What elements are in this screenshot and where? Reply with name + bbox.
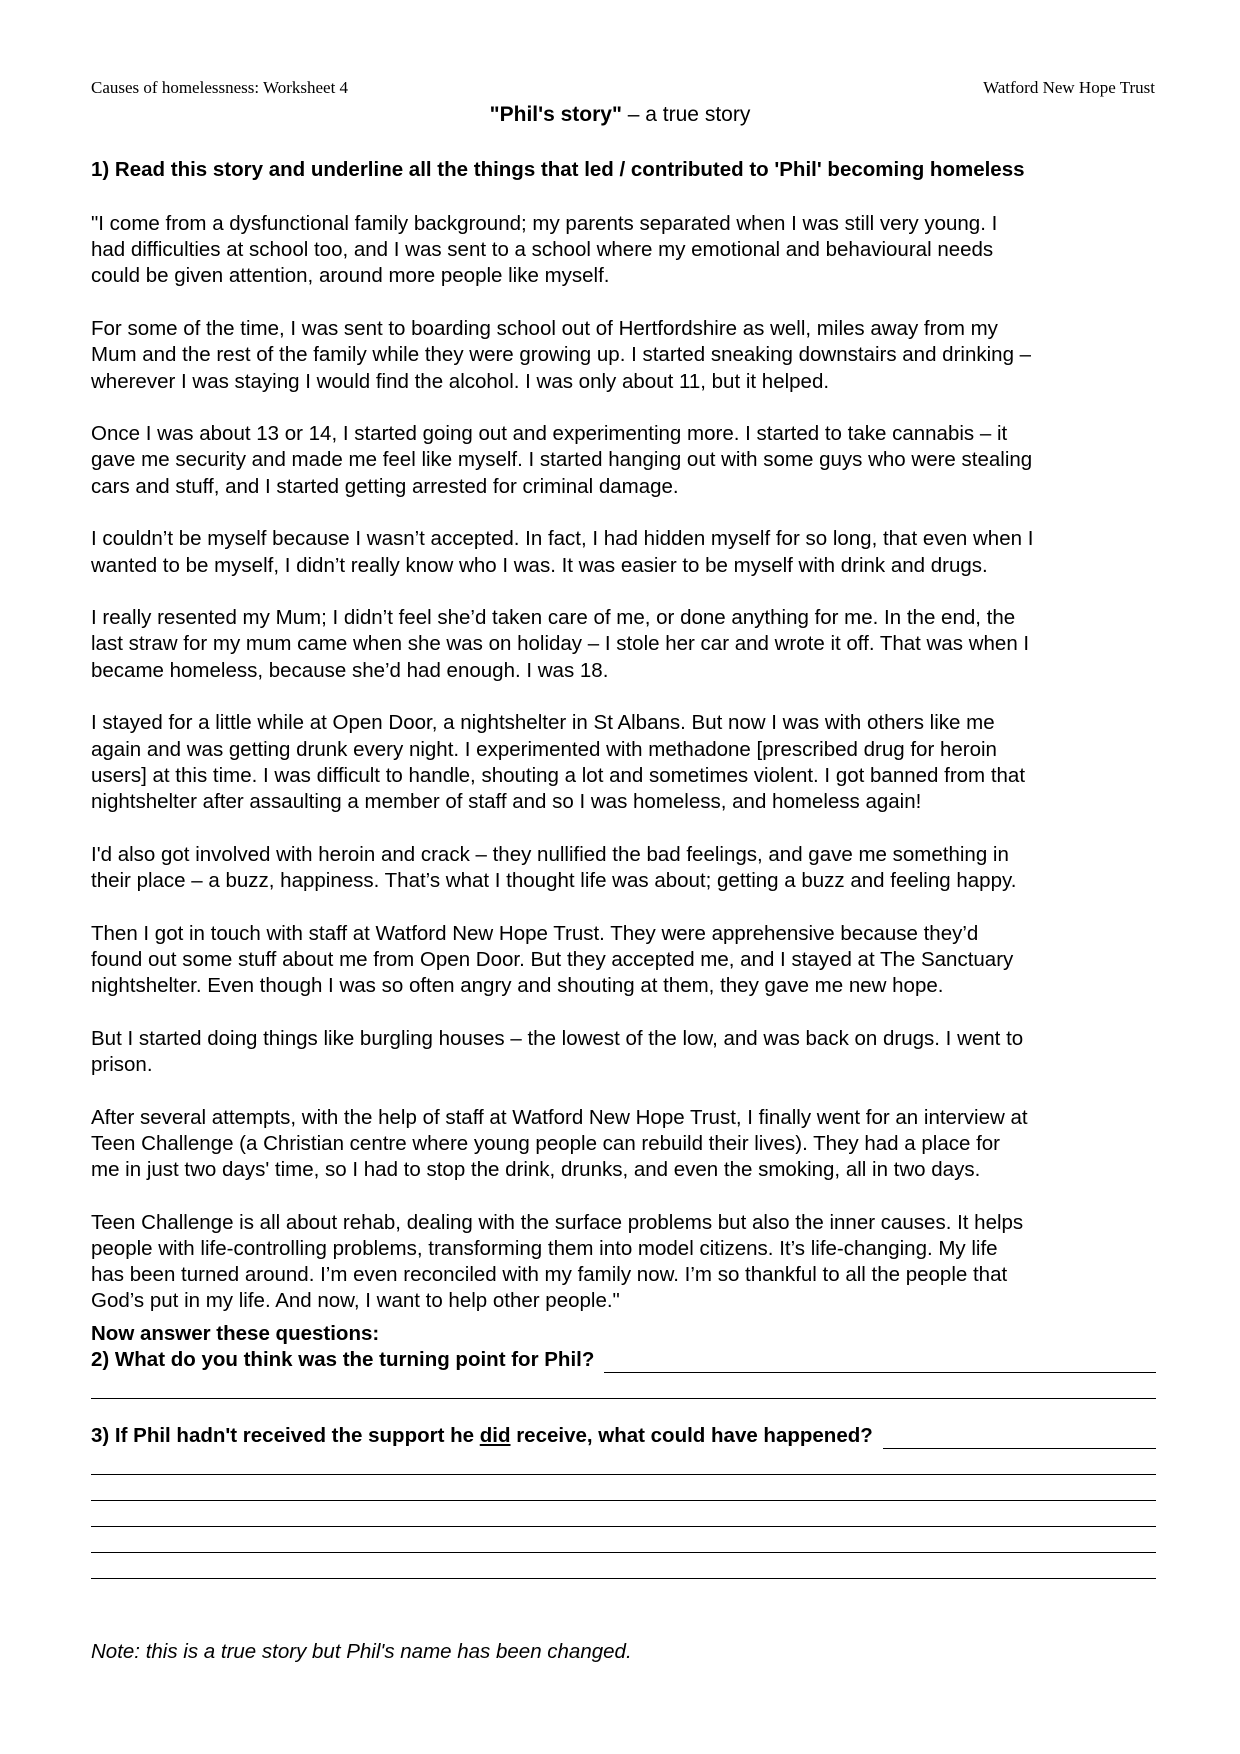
story-title-subtitle: – a true story	[621, 103, 751, 126]
story-line: Teen Challenge (a Christian centre where young people can rebuild their lives). They had a place for	[91, 1131, 1000, 1155]
story-paragraph	[91, 605, 1161, 684]
story-line: had difficulties at school too, and I was sent to a school where my emotional and behavioural needs	[91, 238, 994, 262]
story-line: people with life-controlling problems, transforming them into model citizens. It’s life-changing. My life	[91, 1236, 998, 1260]
story-paragraph	[91, 842, 1161, 894]
story-line: God’s put in my life. And now, I want to help other people."	[91, 1289, 620, 1313]
story-line: could be given attention, around more people like myself.	[91, 264, 610, 288]
story-line: me in just two days' time, so I had to stop the drink, drunks, and even the smoking, all in two days.	[91, 1157, 981, 1181]
question-3-underlined-word: did	[479, 1424, 511, 1447]
story-paragraph	[91, 211, 1161, 290]
answer-line[interactable]	[91, 1373, 1156, 1399]
story-line: But I started doing things like burgling houses – the lowest of the low, and was back on drugs. I went to	[91, 1026, 1024, 1050]
story-line: Once I was about 13 or 14, I started going out and experimenting more. I started to take cannabis – it	[91, 422, 1008, 446]
header-organisation: Watford New Hope Trust	[983, 78, 1155, 97]
story-line: After several attempts, with the help of staff at Watford New Hope Trust, I finally went for an interview at	[91, 1105, 1028, 1129]
story-paragraph	[91, 526, 1161, 578]
story-paragraph	[91, 1210, 1161, 1315]
story-line: last straw for my mum came when she was on holiday – I stole her car and wrote it off. That was when I	[91, 632, 1030, 656]
story-line: found out some stuff about me from Open Door. But they accepted me, and I stayed at The Sanctuary	[91, 947, 1014, 971]
story-paragraph	[91, 421, 1161, 500]
story-line: Then I got in touch with staff at Watford New Hope Trust. They were apprehensive because they’d	[91, 921, 979, 945]
story-line: I'd also got involved with heroin and crack – they nullified the bad feelings, and gave me something in	[91, 842, 1009, 866]
story-title	[0, 103, 1240, 127]
question-3-text-start: 3) If Phil hadn't received the support he	[91, 1424, 480, 1447]
question-3-text-end: receive, what could have happened?	[510, 1424, 873, 1447]
story-line: I couldn’t be myself because I wasn’t accepted. In fact, I had hidden myself for so long, that even when I	[91, 527, 1034, 551]
story-line: For some of the time, I was sent to boarding school out of Hertfordshire as well, miles away from my	[91, 317, 998, 341]
questions-intro: Now answer these questions:	[91, 1322, 380, 1345]
story-line: nightshelter. Even though I was so often angry and shouting at them, they gave me new hope.	[91, 973, 944, 997]
story-line: Mum and the rest of the family while they were growing up. I started sneaking downstairs and drinking –	[91, 343, 1032, 367]
story-line: wanted to be myself, I didn’t really know who I was. It was easier to be myself with drink and drugs.	[91, 553, 988, 577]
story-line: prison.	[91, 1052, 153, 1076]
answer-line[interactable]	[91, 1501, 1156, 1527]
story-line: Teen Challenge is all about rehab, dealing with the surface problems but also the inner causes. It helps	[91, 1210, 1024, 1234]
story-title-bold: "Phil's story"	[489, 103, 622, 126]
story-line: nightshelter after assaulting a member of staff and so I was homeless, and homeless again!	[91, 789, 922, 813]
story-paragraph	[91, 316, 1161, 395]
question-2-text: 2) What do you think was the turning point for Phil?	[91, 1348, 595, 1371]
story-text	[91, 211, 1161, 1341]
header-worksheet-title: Causes of homelessness: Worksheet 4	[91, 78, 349, 97]
story-line: I stayed for a little while at Open Door, a nightshelter in St Albans. But now I was with others like me	[91, 711, 995, 735]
story-paragraph	[91, 710, 1161, 815]
story-line: has been turned around. I’m even reconciled with my family now. I’m so thankful to all the people that	[91, 1263, 1008, 1287]
footnote: Note: this is a true story but Phil's name has been changed.	[91, 1640, 632, 1663]
story-line: again and was getting drunk every night. I experimented with methadone [prescribed drug for heroin	[91, 737, 997, 761]
story-paragraph	[91, 1105, 1161, 1184]
story-line: wherever I was staying I would find the alcohol. I was only about 11, but it helped.	[91, 369, 830, 393]
story-line: their place – a buzz, happiness. That’s what I thought life was about; getting a buzz and feeling happy.	[91, 868, 1017, 892]
story-paragraph	[91, 921, 1161, 1000]
question-3	[91, 1423, 1156, 1449]
story-line: I really resented my Mum; I didn’t feel she’d taken care of me, or done anything for me. In the end, the	[91, 606, 1016, 630]
answer-line[interactable]	[91, 1475, 1156, 1501]
story-line: became homeless, because she’d had enough. I was 18.	[91, 658, 609, 682]
questions-section	[91, 1321, 1156, 1579]
answer-line[interactable]	[91, 1449, 1156, 1475]
answer-line[interactable]	[883, 1430, 1156, 1449]
answer-line[interactable]	[604, 1354, 1156, 1373]
story-paragraph	[91, 1026, 1161, 1078]
question-2	[91, 1347, 1156, 1373]
answer-line[interactable]	[91, 1553, 1156, 1579]
story-line: cars and stuff, and I started getting arrested for criminal damage.	[91, 474, 679, 498]
story-line: users] at this time. I was difficult to handle, shouting a lot and sometimes violent. I got banned from that	[91, 763, 1026, 787]
story-line: "I come from a dysfunctional family background; my parents separated when I was still very young. I	[91, 212, 998, 235]
question-1: 1) Read this story and underline all the things that led / contributed to 'Phil' becoming homeless	[91, 158, 1025, 181]
story-line: gave me security and made me feel like myself. I started hanging out with some guys who were stealing	[91, 448, 1033, 472]
answer-line[interactable]	[91, 1527, 1156, 1553]
